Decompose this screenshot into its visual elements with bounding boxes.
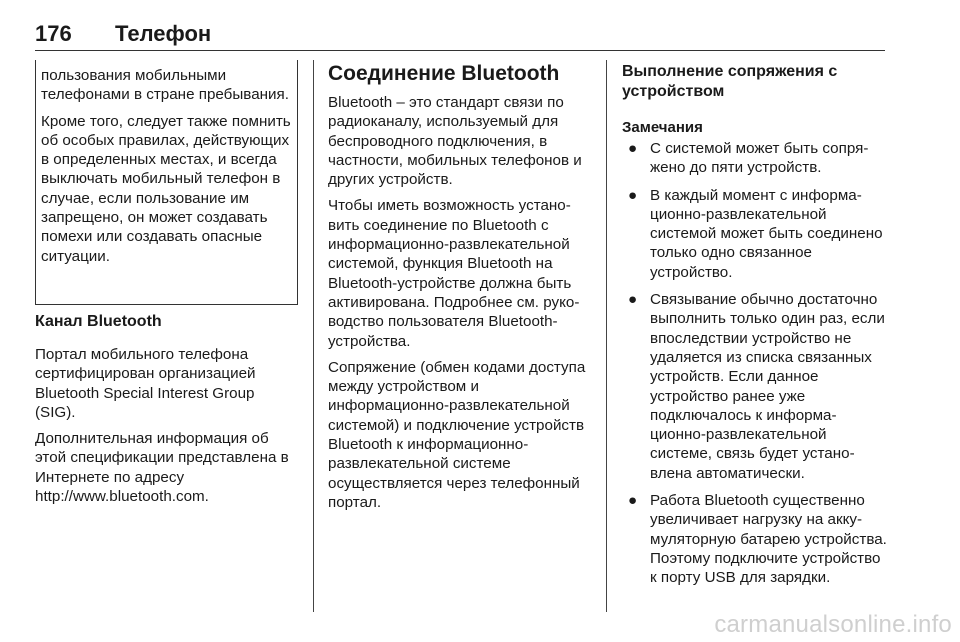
note-box: [35, 60, 298, 305]
heading-bluetooth-channel: Канал Bluetooth: [35, 313, 162, 330]
page-header: [35, 10, 885, 50]
column-divider-2: [606, 60, 607, 612]
note-paragraph-2: Кроме того, следует также помнить об особых правилах, действующих в определенных местах, и всегда выключать мобильный телефон в случае, если пользование им запрещено, он может создавать помехи или создавать опасные ситуации.: [41, 112, 291, 265]
bullet-icon: ●: [628, 291, 638, 309]
bullet-icon: ●: [628, 140, 638, 157]
column-1: [35, 312, 297, 506]
list-item-text: С системой может быть сопряжено до пяти устройств.: [650, 140, 869, 177]
heading-pairing-device: Выполнение сопряжения с устройством: [622, 63, 838, 100]
notes-list: [622, 139, 887, 588]
heading-bluetooth-connection: Соединение Bluetooth: [328, 62, 560, 85]
bullet-icon: ●: [628, 492, 638, 510]
notes-label: Замечания: [622, 119, 703, 136]
watermark: carmanualsonline.info: [714, 611, 952, 638]
paragraph-activate-bluetooth: Чтобы иметь возможность установить соединение по Bluetooth с информационно-развлекательной системой, функция Bluetooth на Bluetooth-устройстве должна быть активирована. Подробнее см. руководство пользователя Bluetooth-устройства.: [328, 197, 580, 350]
list-item-text: Связывание обычно достаточно выполнить только один раз, если впоследствии устройство не удаляется из списка связанных устройств. Если данное устройство ранее уже подключалось к информационно-развлекательной системе, связь будет установлена автоматически.: [650, 291, 885, 482]
list-item-text: В каждый момент с информационно-развлекательной системой может быть соединено только одно связанное устройство.: [650, 186, 883, 281]
note-paragraph-1: пользования мобильными телефонами в стране пребывания.: [41, 67, 289, 104]
paragraph-pairing: Сопряжение (обмен кодами доступа между устройством и информационно-развлекательной системой) и подключение устройств Bluetooth к информационно-развлекательной системе осуществляется через телефонный портал.: [328, 358, 586, 511]
header-divider: [35, 50, 885, 51]
list-item: [622, 491, 887, 587]
list-item: [622, 186, 887, 282]
page-number: 176: [35, 21, 72, 46]
list-item: [622, 139, 887, 178]
column-2: [328, 62, 593, 512]
column-divider-1: [313, 60, 314, 612]
list-item: [622, 290, 887, 483]
bullet-icon: ●: [628, 186, 638, 204]
list-item-text: Работа Bluetooth существенно увеличивает нагрузку на аккумуляторную батарею устройства. Поэтому подключите устройство к порту USB для зарядки.: [650, 492, 887, 587]
paragraph-sig-certification: Портал мобильного телефона сертифицирован организацией Bluetooth Special Interest Group (SIG).: [35, 346, 256, 421]
section-title: Телефон: [115, 21, 212, 46]
paragraph-more-info: Дополнительная информация об этой спецификации представлена в Интернете по адресу http://www.bluetooth.com.: [35, 430, 289, 506]
column-3: [622, 62, 887, 588]
paragraph-bluetooth-standard: Bluetooth – это стандарт связи по радиоканалу, используемый для беспроводного подключения, в частности, мобильных телефонов и других устройств.: [328, 94, 582, 189]
